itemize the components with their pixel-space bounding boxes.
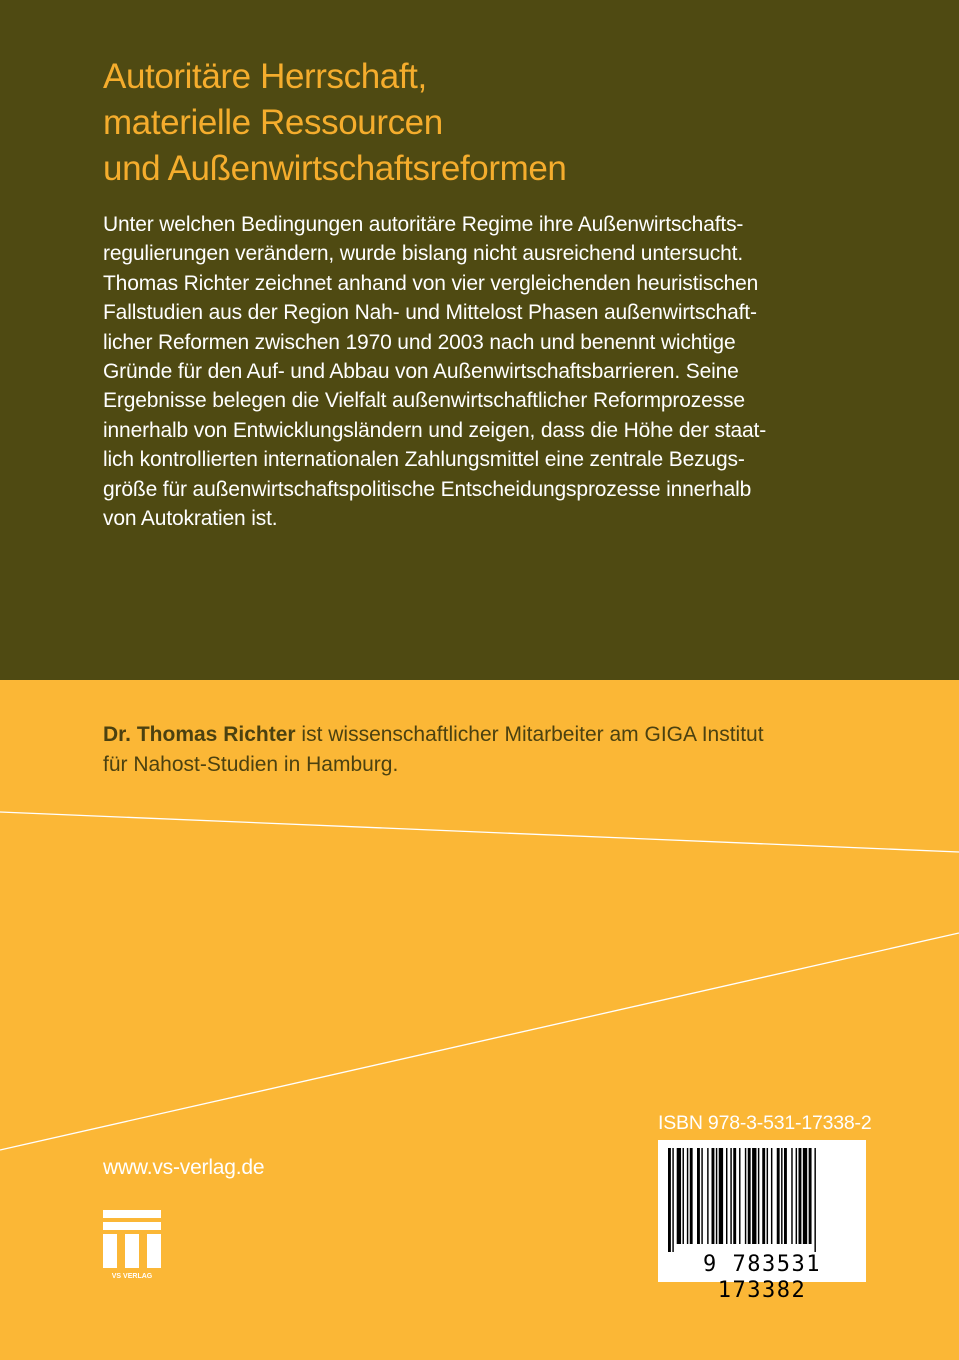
blurb-line: Gründe für den Auf- und Abbau von Außenwirtschaftsbarrieren. Seine (103, 360, 739, 384)
barcode-bar (690, 1148, 693, 1244)
barcode-bar (771, 1148, 772, 1244)
barcode-bar (767, 1148, 768, 1244)
author-bio-text: ist wissenschaftlicher Mitarbeiter am GIGA Institut (295, 723, 764, 746)
blurb-line: Fallstudien aus der Region Nah- und Mittelost Phasen außenwirtschaft- (103, 301, 757, 325)
barcode-digits: 9 783531 173382 (703, 1252, 821, 1303)
isbn-label: ISBN 978-3-531-17338-2 (658, 1112, 872, 1134)
barcode-bar (677, 1148, 681, 1244)
barcode-bar (739, 1148, 740, 1244)
blurb-line: Ergebnisse belegen die Vielfalt außenwirtschaftlicher Reformprozesse (103, 389, 745, 413)
blurb-line: innerhalb von Entwicklungsländern und zeigen, dass die Höhe der staat- (103, 418, 767, 442)
barcode-bar (784, 1148, 787, 1244)
barcode-bar (697, 1148, 700, 1244)
barcode-bar (719, 1148, 723, 1244)
blurb-line: licher Reformen zwischen 1970 und 2003 nach und benennt wichtige (103, 330, 736, 354)
barcode-bar (733, 1148, 736, 1244)
title-line: materielle Ressourcen (103, 103, 443, 142)
barcode-bar (730, 1148, 731, 1244)
barcode-bar (752, 1148, 756, 1244)
barcode-bar (683, 1148, 684, 1244)
blurb-line: Unter welchen Bedingungen autoritäre Regime ihre Außenwirtschafts- (103, 213, 744, 236)
barcode-bar (687, 1148, 688, 1244)
barcode-bar (777, 1148, 780, 1244)
publisher-website: www.vs-verlag.de (103, 1156, 265, 1179)
author-bio (103, 720, 863, 779)
author-bio-line: für Nahost-Studien in Hamburg. (103, 752, 399, 776)
barcode-bar (672, 1148, 673, 1252)
diagonal-line-upper (0, 812, 959, 852)
vs-verlag-logo (103, 1210, 161, 1280)
barcode-bar (796, 1148, 797, 1244)
barcode-bar (745, 1148, 746, 1244)
blurb-line: regulierungen verändern, wurde bislang nicht ausreichend untersucht. (103, 242, 744, 266)
barcode-bar (814, 1148, 815, 1252)
title-line: Autoritäre Herrschaft, (103, 57, 427, 96)
barcode-bar (762, 1148, 765, 1244)
barcode-bar (726, 1148, 727, 1244)
barcode-bar (803, 1148, 807, 1244)
barcode-bar (748, 1148, 751, 1244)
barcode-bar (809, 1148, 812, 1244)
barcode-bar (707, 1148, 708, 1244)
title-line: und Außenwirtschaftsreformen (103, 149, 567, 188)
barcode (658, 1140, 866, 1303)
blurb-line: größe für außenwirtschaftspolitische Entscheidungsprozesse innerhalb (103, 477, 752, 501)
barcode-bar (716, 1148, 717, 1244)
barcode-bar (701, 1148, 702, 1244)
barcode-bar (712, 1148, 715, 1244)
author-name: Dr. Thomas Richter (103, 723, 296, 746)
blurb-line: von Autokratien ist. (103, 507, 278, 531)
logo-text: VS VERLAG (111, 1273, 153, 1280)
blurb-line: Thomas Richter zeichnet anhand von vier vergleichenden heuristischen (103, 271, 759, 295)
barcode-bar (799, 1148, 802, 1244)
author-bio-line (103, 720, 863, 750)
barcode-bar (791, 1148, 792, 1244)
barcode-bar (668, 1148, 671, 1252)
barcode-bar (781, 1148, 782, 1244)
blurb-line: lich kontrollierten internationalen Zahlungsmittel eine zentrale Bezugs- (103, 448, 745, 472)
barcode-bar (758, 1148, 759, 1244)
